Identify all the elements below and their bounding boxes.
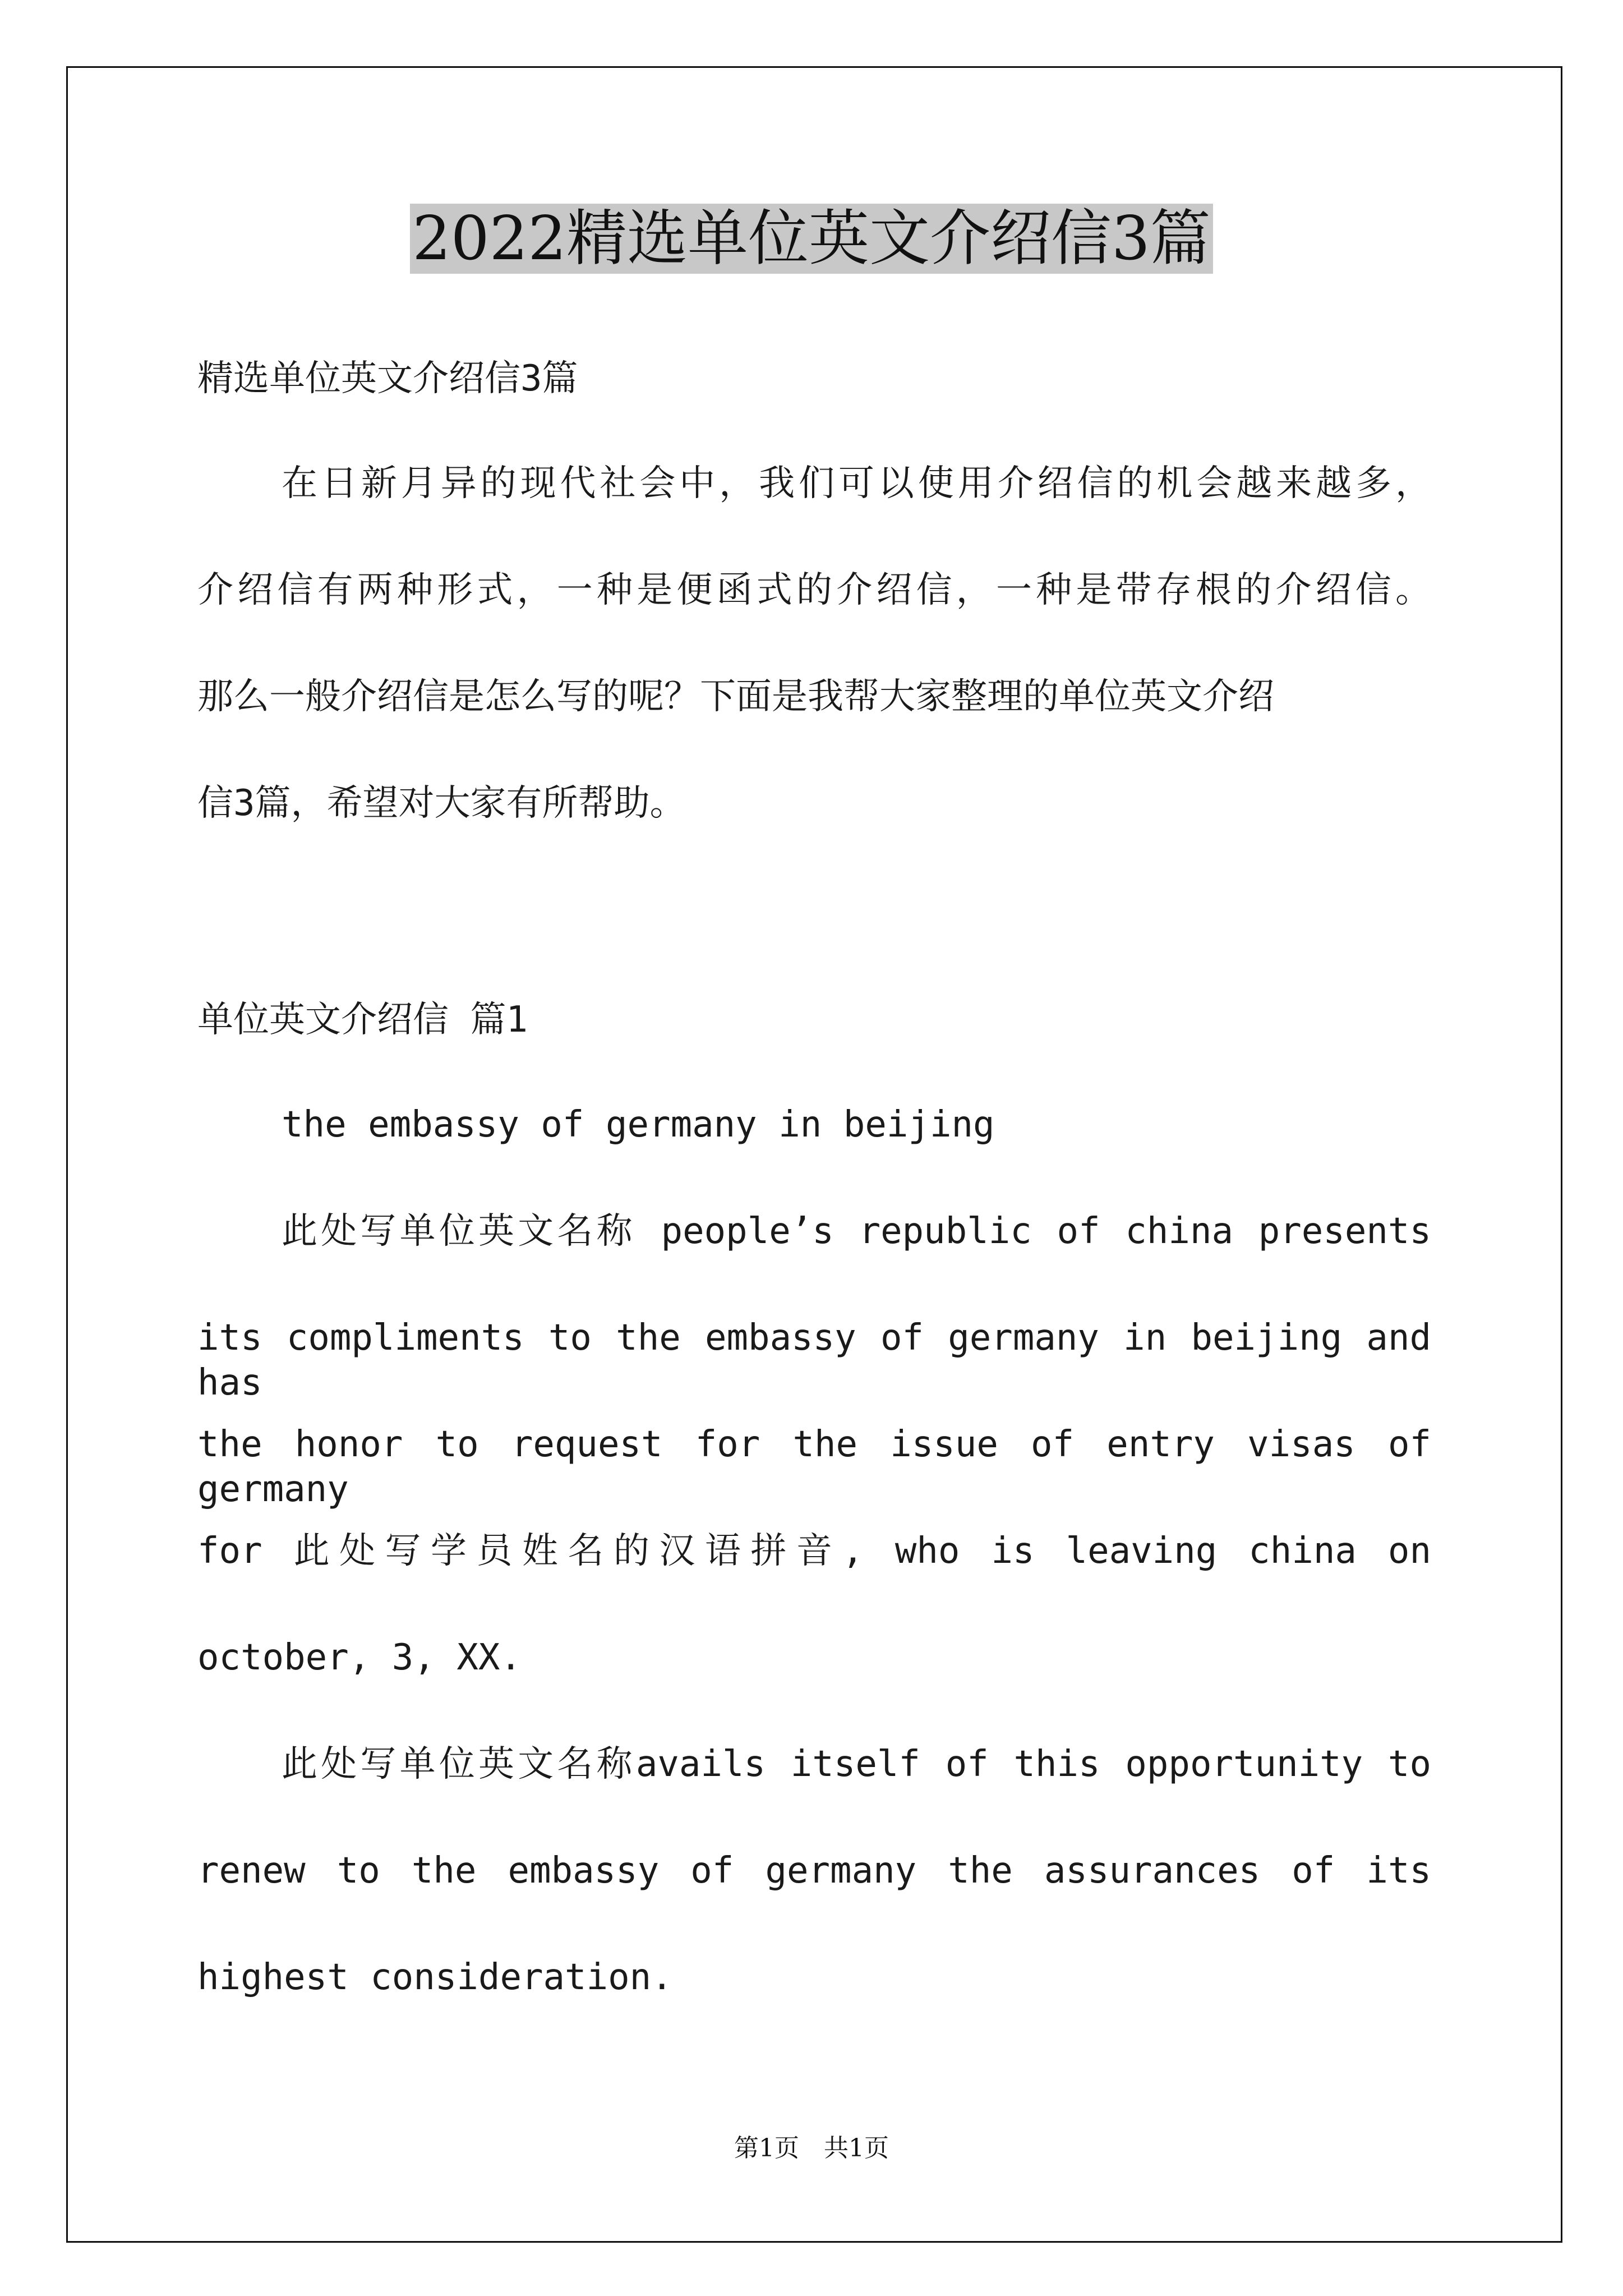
para1-line-1: 此处写单位英文名称 people’s republic of china presents bbox=[282, 1211, 1431, 1252]
intro-line-4: 信3篇，希望对大家有所帮助。 bbox=[197, 783, 686, 824]
page-footer: 第1页 共1页 bbox=[734, 2134, 889, 2162]
para2-line-2: renew to the embassy of germany the assurances of its bbox=[197, 1850, 1431, 1892]
section-heading: 单位英文介绍信 篇1 bbox=[197, 999, 528, 1041]
para2-line-3: highest consideration. bbox=[197, 1957, 673, 1998]
document-title: 2022精选单位英文介绍信3篇 bbox=[0, 200, 1623, 278]
intro-line-1: 在日新月异的现代社会中，我们可以使用介绍信的机会越来越多， bbox=[282, 463, 1431, 504]
intro-line-3: 那么一般介绍信是怎么写的呢？下面是我帮大家整理的单位英文介绍 bbox=[197, 676, 1274, 717]
para1-line-4: for 此处写学员姓名的汉语拼音, who is leaving china on bbox=[197, 1530, 1431, 1572]
para1-line-3: the honor to request for the issue of entry visas of germany bbox=[197, 1424, 1431, 1510]
para1-line-5: october, 3, XX. bbox=[197, 1637, 522, 1678]
addressee: the embassy of germany in beijing bbox=[282, 1104, 995, 1145]
intro-line-2: 介绍信有两种形式，一种是便函式的介绍信，一种是带存根的介绍信。 bbox=[197, 569, 1431, 611]
para1-line-2: its compliments to the embassy of germany in beijing and has bbox=[197, 1317, 1431, 1404]
para2-line-1: 此处写单位英文名称avails itself of this opportunity to bbox=[282, 1743, 1431, 1785]
subtitle: 精选单位英文介绍信3篇 bbox=[197, 358, 578, 399]
